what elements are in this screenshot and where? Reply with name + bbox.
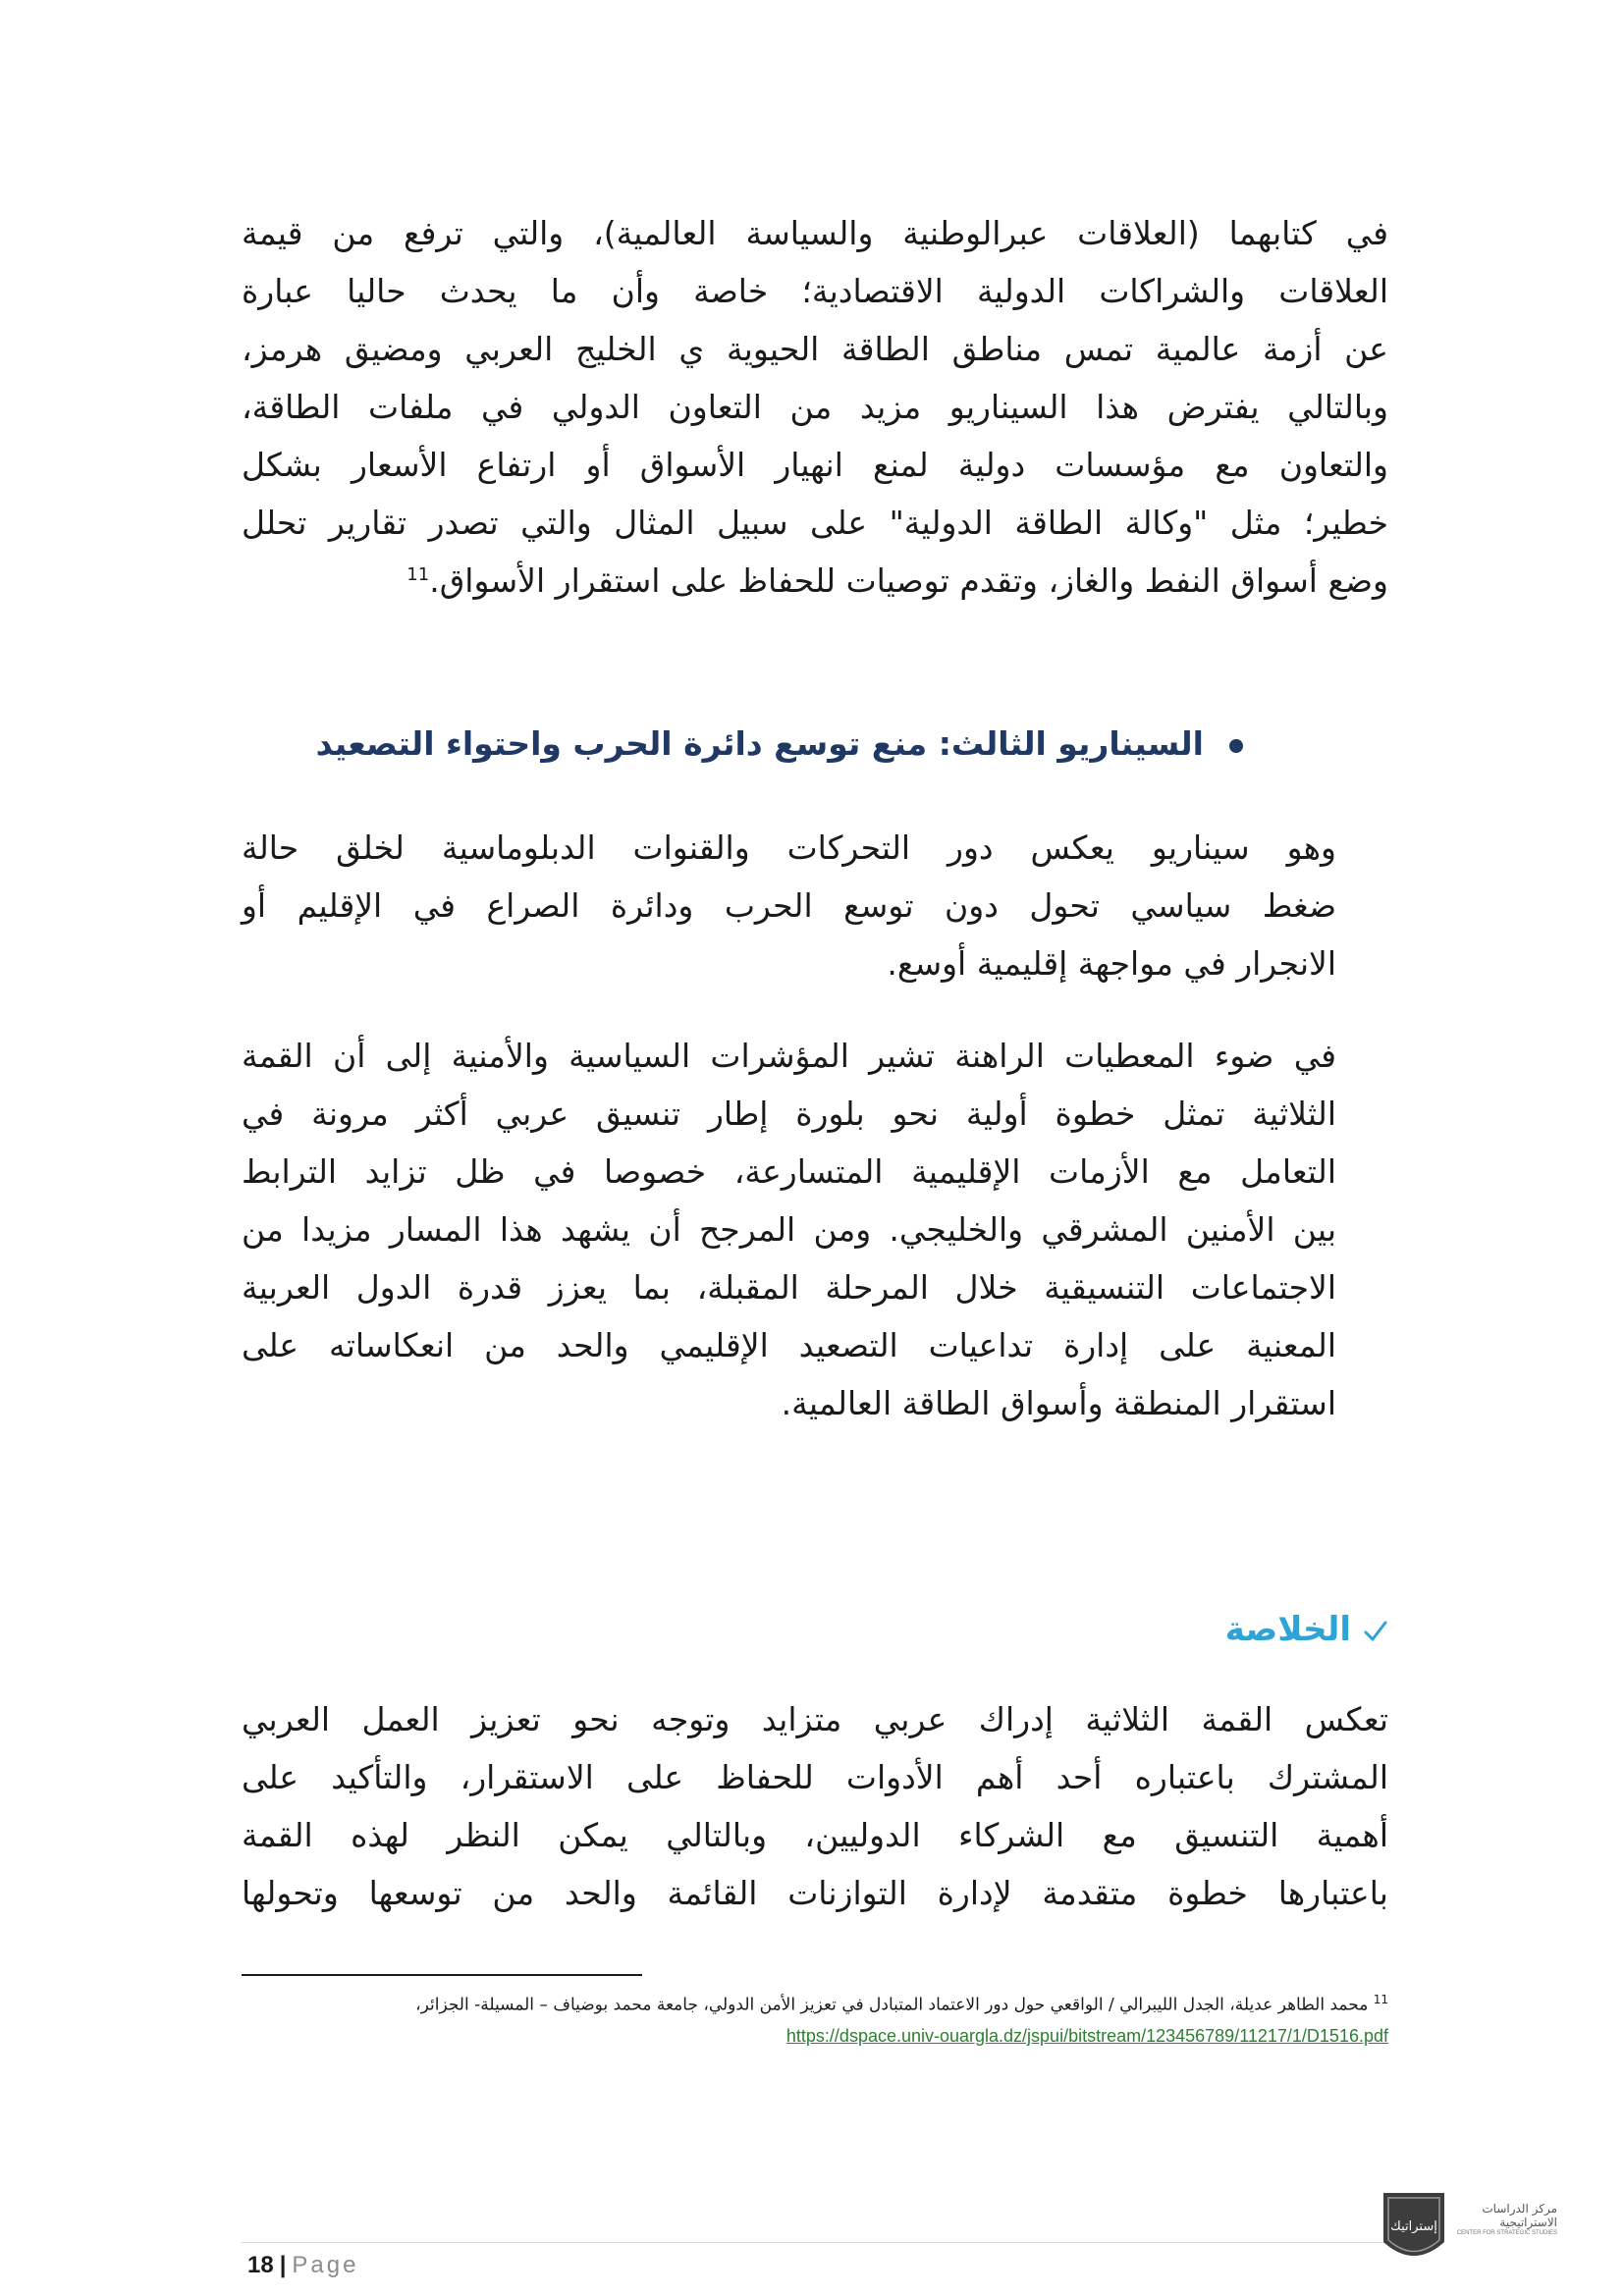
text-line: التعامل مع الأزمات الإقليمية المتسارعة، خصوصا في ظل تزايد الترابط (242, 1152, 1336, 1191)
footnote-number: 11 (1373, 1993, 1388, 2006)
footnote-separator (242, 1974, 642, 1976)
page-number-label (247, 2252, 358, 2279)
text-line: وهو سيناريو يعكس دور التحركات والقنوات الدبلوماسية لخلق حالة (242, 828, 1336, 867)
footer-divider (242, 2242, 1388, 2243)
text-line: الاجتماعات التنسيقية خلال المرحلة المقبلة، بما يعزز قدرة الدول العربية (242, 1268, 1336, 1307)
paragraph-scenario2-continuation (242, 204, 1388, 610)
paragraph-scenario3-intro (242, 819, 1336, 992)
footnote-link[interactable]: https://dspace.univ-ouargla.dz/jspui/bitstream/123456789/11217/1/D1516.pdf (785, 2026, 1388, 2046)
text-line: تعكس القمة الثلاثية إدراك عربي متزايد وتوجه نحو تعزيز العمل العربي (242, 1700, 1388, 1738)
text-line: الثلاثية تمثل خطوة أولية نحو بلورة إطار تنسيق عربي أكثر مرونة في (242, 1095, 1336, 1133)
text-line: المشترك باعتباره أحد أهم الأدوات للحفاظ على الاستقرار، والتأكيد على (242, 1758, 1388, 1796)
page-word: Page (292, 2252, 359, 2278)
checkmark-icon (1363, 1619, 1388, 1644)
text-line: استقرار المنطقة وأسواق الطاقة العالمية. (781, 1384, 1336, 1422)
text-line: العلاقات والشراكات الدولية الاقتصادية؛ خاصة وأن ما يحدث حاليا عبارة (242, 272, 1388, 310)
footnote-reference[interactable]: 11 (406, 564, 430, 585)
footnote (415, 1993, 1388, 2015)
text-line-last (242, 552, 1388, 610)
paragraph-conclusion (242, 1690, 1388, 1922)
text-line: في كتابهما (العلاقات عبرالوطنية والسياسة العالمية)، والتي ترفع من قيمة (242, 214, 1388, 252)
text-line: عن أزمة عالمية تمس مناطق الطاقة الحيوية ي الخليج العربي ومضيق هرمز، (242, 330, 1388, 368)
conclusion-heading-text: الخلاصة (1224, 1610, 1351, 1649)
center-name (1449, 2202, 1557, 2237)
logo-emblem-text: إستراتيك (1390, 2219, 1437, 2234)
text-line: في ضوء المعطيات الراهنة تشير المؤشرات السياسية والأمنية إلى أن القمة (242, 1037, 1336, 1075)
text-line: المعنية على إدارة تداعيات التصعيد الإقليمي والحد من انعكاساته على (242, 1326, 1336, 1364)
footnote-text: محمد الطاهر عديلة، الجدل الليبرالي / الواقعي حول دور الاعتماد المتبادل في تعزيز الأمن الدولي، جامعة محمد بوضياف – المسيلة- الجزائر، (415, 1995, 1369, 2015)
scenario3-heading-text: السيناريو الثالث: منع توسع دائرة الحرب واحتواء التصعيد (315, 724, 1204, 763)
text-line: وبالتالي يفترض هذا السيناريو مزيد من التعاون الدولي في ملفات الطاقة، (242, 388, 1388, 426)
text-line: أهمية التنسيق مع الشركاء الدوليين، وبالتالي يمكن النظر لهذه القمة (242, 1816, 1388, 1854)
center-name-ar-1: مركز الدراسات (1482, 2202, 1557, 2216)
bullet-icon (1229, 739, 1243, 753)
center-name-en: CENTER FOR STRATEGIC STUDIES (1456, 2230, 1557, 2236)
scenario3-heading (316, 724, 1243, 763)
text-line: الانجرار في مواجهة إقليمية أوسع. (887, 944, 1336, 983)
text-line: ضغط سياسي تحول دون توسع الحرب ودائرة الصراع في الإقليم أو (242, 886, 1336, 925)
text-line: وضع أسواق النفط والغاز، وتقدم توصيات للحفاظ على استقرار الأسواق. (429, 561, 1388, 600)
center-name-ar-2: الاستراتيجية (1499, 2216, 1557, 2229)
page-separator: | (279, 2252, 287, 2278)
text-line: بين الأمنين المشرقي والخليجي. ومن المرجح أن يشهد هذا المسار مزيدا من (242, 1210, 1336, 1249)
conclusion-heading (1225, 1610, 1388, 1649)
text-line: خطير؛ مثل "وكالة الطاقة الدولية" على سبيل المثال والتي تصدر تقارير تحلل (242, 504, 1388, 542)
text-line: باعتبارها خطوة متقدمة لإدارة التوازنات القائمة والحد من توسعها وتحولها (242, 1874, 1388, 1912)
paragraph-scenario3-analysis (242, 1027, 1336, 1432)
text-line: والتعاون مع مؤسسات دولية لمنع انهيار الأسواق أو ارتفاع الأسعار بشكل (242, 446, 1388, 484)
page-number: 18 (247, 2252, 274, 2278)
